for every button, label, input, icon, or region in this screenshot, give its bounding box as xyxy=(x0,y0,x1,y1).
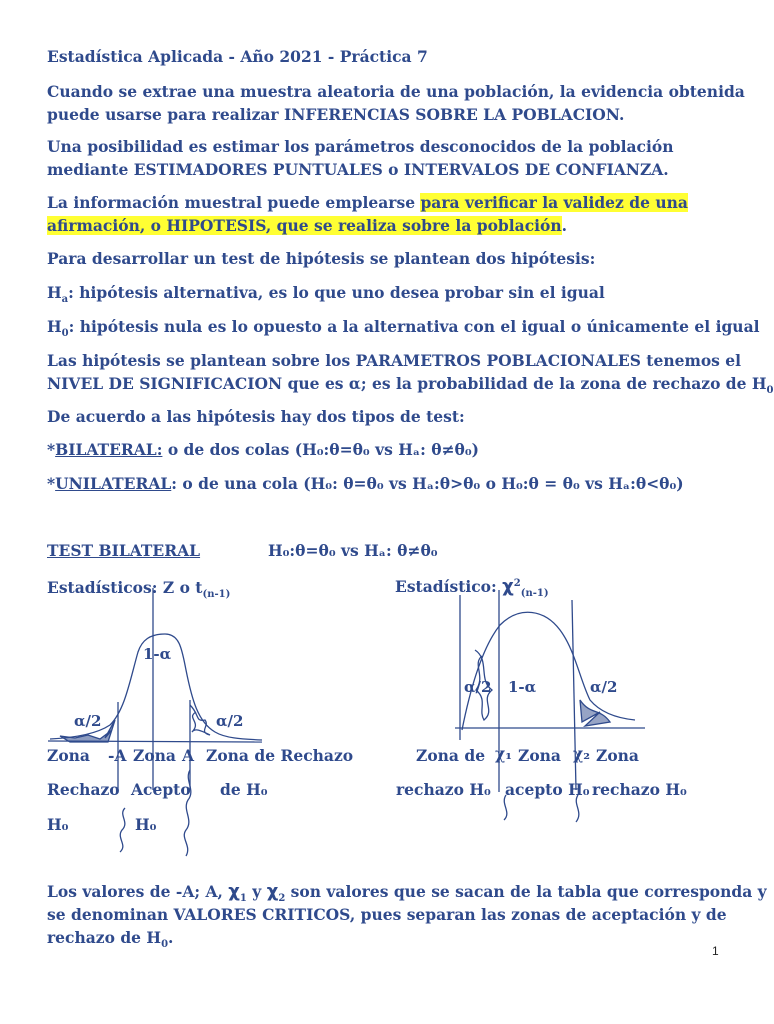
significance-line-1: Las hipótesis se plantean sobre los PARAMETROS POBLACIONALES tenemos el xyxy=(47,351,742,370)
test-bilateral-title: TEST BILATERAL xyxy=(47,541,201,560)
null-hypothesis: $H_0$: hipótesis nula es lo opuesto a la alternativa con el igual o únicamente el igual xyxy=(47,317,760,340)
right-alpha-half-left: α/2 xyxy=(464,678,492,696)
unilateral-definition: *UNILATERAL: o de una cola (H₀: θ=θ₀ vs Hₐ:θ>θ₀ o H₀:θ = θ₀ vs Hₐ:θ<θ₀) xyxy=(47,474,684,493)
statistics-left-label: Estadísticos: Z o $t_{(n-1)}$ xyxy=(47,578,231,601)
estimation-line-1: Una posibilidad es estimar los parámetros desconocidos de la población xyxy=(47,137,674,156)
test-bilateral-hypotheses: H₀:θ=θ₀ vs Hₐ: θ≠θ₀ xyxy=(268,541,438,560)
left-acepto: Acepto xyxy=(131,780,191,799)
page-number: 1 xyxy=(712,944,719,958)
right-chi-2: χ₂ xyxy=(573,744,590,763)
left-minus-a: -A xyxy=(108,746,127,765)
left-zona-de-rechazo: Zona de Rechazo xyxy=(206,746,354,765)
right-rechazo-h0-2: rechazo H₀ xyxy=(592,780,687,799)
right-zona-de: Zona de xyxy=(416,746,486,765)
right-zona-2: Zona xyxy=(596,746,639,765)
critical-values-line-2: se denominan VALORES CRITICOS, pues separan las zonas de aceptación y de xyxy=(47,905,727,924)
left-one-minus-alpha: 1-α xyxy=(143,645,172,663)
document-title: Estadística Aplicada - Año 2021 - Práctica 7 xyxy=(47,47,428,66)
left-zona: Zona xyxy=(47,746,90,765)
hypothesis-paragraph-line-1: La información muestral puede emplearse para verificar la validez de una xyxy=(47,193,688,212)
left-h0-b: H₀ xyxy=(135,815,157,834)
hypothesis-paragraph-line-2: afirmación, o HIPOTESIS, que se realiza sobre la población. xyxy=(47,216,568,235)
left-alpha-half-right: α/2 xyxy=(216,712,244,730)
alternative-hypothesis: $H_a$: hipótesis alternativa, es lo que uno desea probar sin el igual xyxy=(47,283,605,306)
estimation-line-2: mediante ESTIMADORES PUNTUALES o INTERVALOS DE CONFIANZA. xyxy=(47,160,669,179)
right-chi-tail-shading xyxy=(580,700,610,726)
bilateral-definition: *BILATERAL: o de dos colas (H₀:θ=θ₀ vs Hₐ: θ≠θ₀) xyxy=(47,440,480,459)
test-types-line: De acuerdo a las hipótesis hay dos tipos de test: xyxy=(47,407,465,426)
right-acepto-h0: acepto H₀ xyxy=(505,780,590,799)
intro-line-2: puede usarse para realizar INFERENCIAS SOBRE LA POBLACION. xyxy=(47,105,625,124)
right-one-minus-alpha: 1-α xyxy=(508,678,537,696)
two-hypotheses-line: Para desarrollar un test de hipótesis se plantean dos hipótesis: xyxy=(47,249,596,268)
squiggle-1 xyxy=(120,808,125,852)
highlight-text: para verificar la validez de una xyxy=(420,193,688,212)
left-h0-a: H₀ xyxy=(47,815,69,834)
left-rechazo: Rechazo xyxy=(47,780,120,799)
right-alpha-half-right: α/2 xyxy=(590,678,618,696)
left-zona-2: Zona xyxy=(133,746,176,765)
right-tail-scribble xyxy=(190,705,210,735)
right-zona: Zona xyxy=(518,746,561,765)
critical-values-line-3: rechazo de $H_0$. xyxy=(47,928,174,951)
right-chi-1: χ₁ xyxy=(495,744,512,763)
significance-line-2: NIVEL DE SIGNIFICACION que es α; es la probabilidad de la zona de rechazo de $H_0$ xyxy=(47,374,774,397)
left-de-h0: de H₀ xyxy=(220,780,268,799)
chi-square-curve xyxy=(462,612,635,730)
left-a: A xyxy=(182,746,195,765)
right-rechazo-h0: rechazo H₀ xyxy=(396,780,491,799)
highlight-text: afirmación, o HIPOTESIS, que se realiza sobre la población xyxy=(47,216,562,235)
critical-values-line-1: Los valores de -A; A, $\chi_1$ y $\chi_2$ son valores que se sacan de la tabla que corresponda y xyxy=(47,881,767,905)
statistics-right-label: Estadístico: $\chi^2_{(n-1)}$ xyxy=(395,576,549,600)
squiggle-4 xyxy=(576,795,579,822)
left-alpha-half-left: α/2 xyxy=(74,712,102,730)
intro-line-1: Cuando se extrae una muestra aleatoria de una población, la evidencia obtenida xyxy=(47,82,745,101)
